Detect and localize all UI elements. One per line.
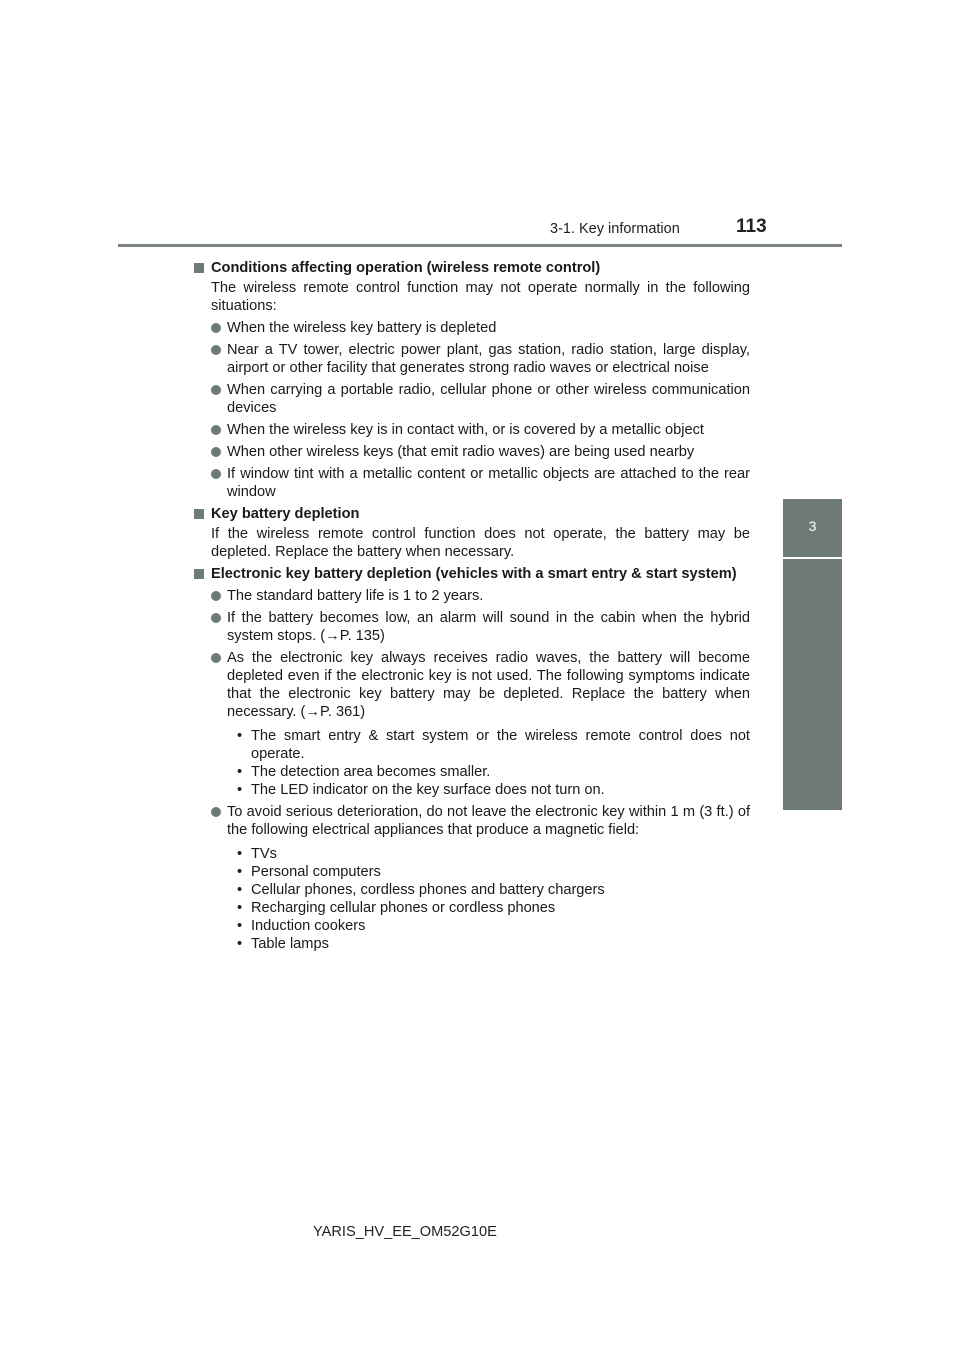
sub-list-item: • TVs <box>237 846 277 862</box>
sub-list-item: • The detection area becomes smaller. <box>237 764 491 780</box>
sub-list-item: • Cellular phones, cordless phones and battery chargers <box>237 882 605 898</box>
sub-list-item: • The LED indicator on the key surface does not turn on. <box>237 782 605 798</box>
round-bullet-icon <box>211 469 221 479</box>
heading-text: Conditions affecting operation (wireless remote control) <box>211 260 601 276</box>
paragraph: If the wireless remote control function does not operate, the battery may be depleted. Replace the battery when necessary. <box>211 526 750 560</box>
sub-list-item: • Personal computers <box>237 864 381 880</box>
square-bullet-icon <box>194 263 204 273</box>
list-item: When other wireless keys (that emit radio waves) are being used nearby <box>211 443 750 461</box>
square-bullet-icon <box>194 569 204 579</box>
sub-list-item: • Table lamps <box>237 936 329 952</box>
chapter-strip <box>783 559 921 850</box>
list-item: As the electronic key always receives radio waves, the battery will become depleted even if the electronic key is not used. The following symptoms indicate that the electronic key battery may be depleted. Replace the battery when necessary. (→P. 361) <box>211 649 750 721</box>
list-item: If the battery becomes low, an alarm will sound in the cabin when the hybrid system stops. (→P. 135) <box>211 609 750 645</box>
list-item: The standard battery life is 1 to 2 years. <box>211 587 750 605</box>
round-bullet-icon <box>211 345 221 355</box>
round-bullet-icon <box>211 447 221 457</box>
round-bullet-icon <box>211 385 221 395</box>
symptom-list <box>237 727 750 799</box>
round-bullet-icon <box>211 653 221 663</box>
header-divider <box>118 244 842 247</box>
section-title: 3-1. Key information <box>550 221 680 237</box>
round-bullet-icon <box>211 425 221 435</box>
chapter-number: 3 <box>808 518 817 534</box>
section-heading <box>194 259 750 277</box>
list-item: When the wireless key is in contact with, or is covered by a metallic object <box>211 421 750 439</box>
list-item: If window tint with a metallic content or metallic objects are attached to the rear window <box>211 465 750 501</box>
heading-text: Key battery depletion <box>211 506 360 522</box>
section-heading <box>194 505 750 523</box>
chapter-title: Operation of each component <box>905 664 921 850</box>
appliance-list <box>237 845 750 953</box>
sub-list-item: • Recharging cellular phones or cordless phones <box>237 900 556 916</box>
round-bullet-icon <box>211 613 221 623</box>
document-code: YARIS_HV_EE_OM52G10E <box>313 1224 497 1240</box>
round-bullet-icon <box>211 591 221 601</box>
sub-list-item: • Induction cookers <box>237 918 366 934</box>
paragraph: The wireless remote control function may not operate normally in the following situations: <box>211 280 750 314</box>
list-item: Near a TV tower, electric power plant, gas station, radio station, large display, airport or other facility that generates strong radio waves or electrical noise <box>211 341 750 377</box>
list-item: When carrying a portable radio, cellular phone or other wireless communication devices <box>211 381 750 417</box>
list-item: To avoid serious deterioration, do not leave the electronic key within 1 m (3 ft.) of the following electrical appliances that produce a magnetic field: <box>211 803 750 839</box>
square-bullet-icon <box>194 509 204 519</box>
section-heading <box>194 565 750 583</box>
list-item: When the wireless key battery is depleted <box>211 319 750 337</box>
page-number: 113 <box>736 216 767 237</box>
chapter-tab <box>783 499 842 557</box>
round-bullet-icon <box>211 323 221 333</box>
round-bullet-icon <box>211 807 221 817</box>
main-content <box>211 255 750 953</box>
heading-text: Electronic key battery depletion (vehicles with a smart entry & start system) <box>211 566 737 582</box>
sub-list-item: • The smart entry & start system or the wireless remote control does not operate. <box>237 728 750 762</box>
